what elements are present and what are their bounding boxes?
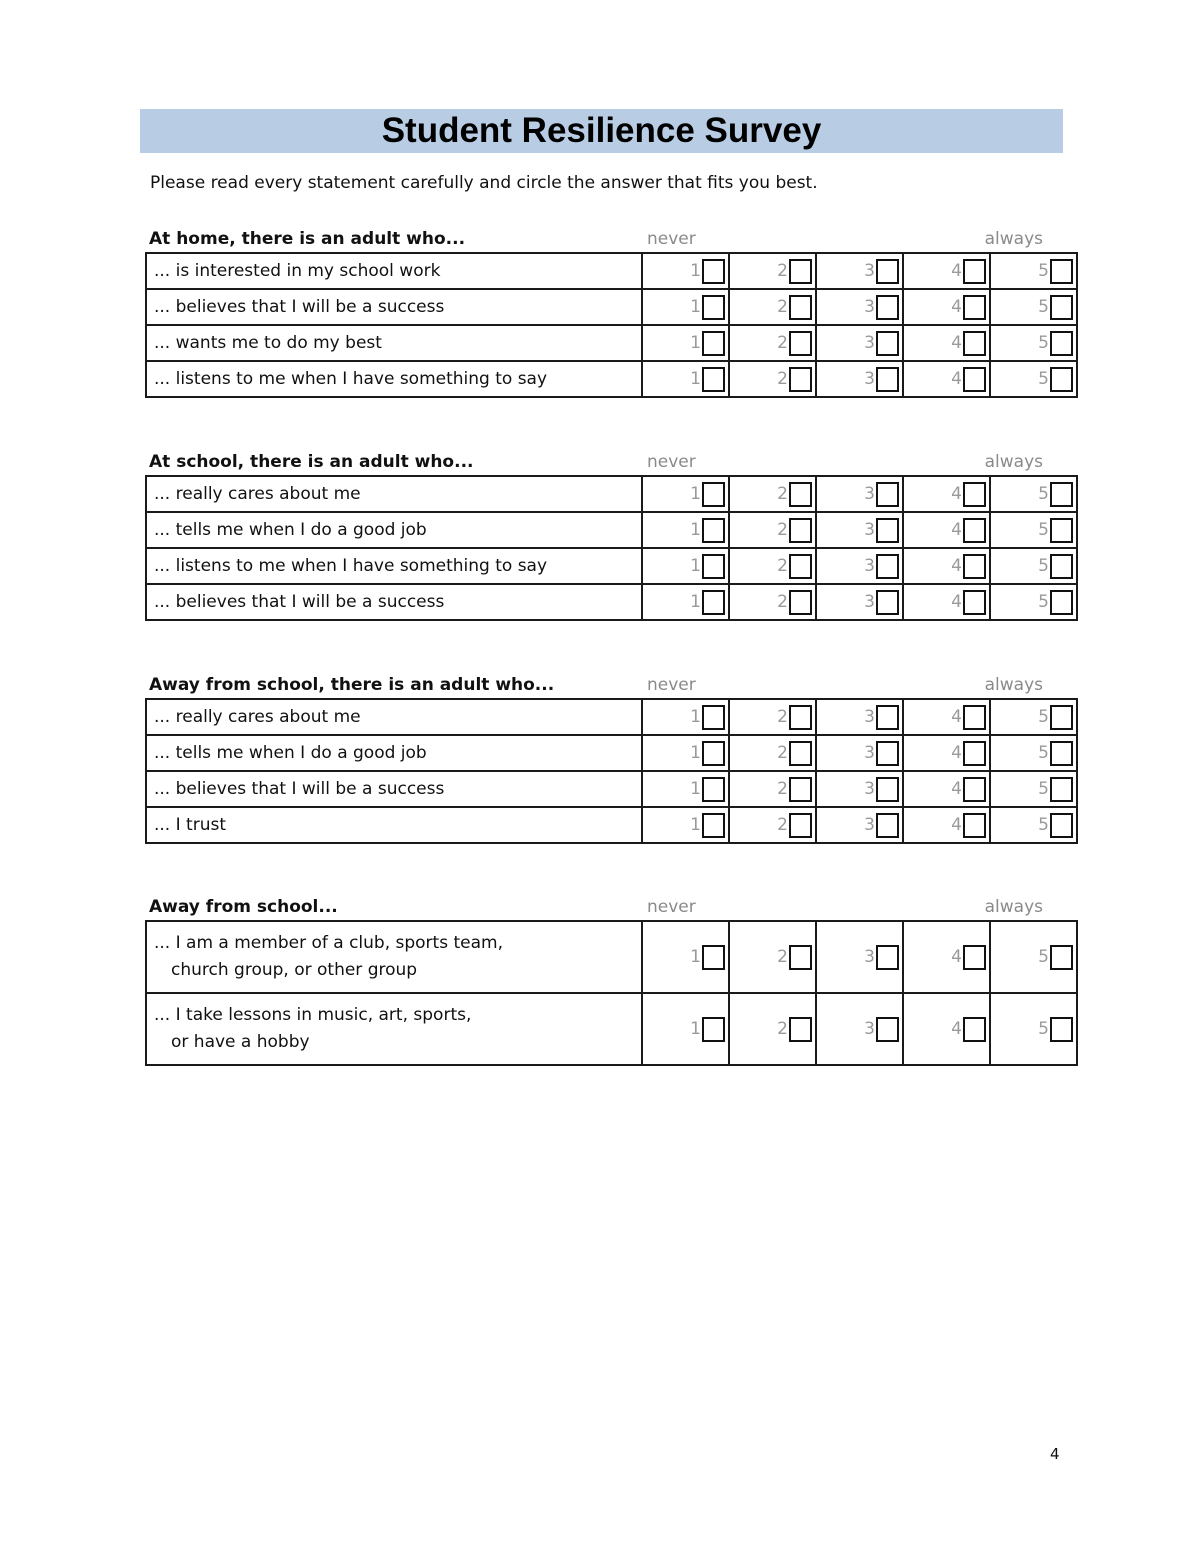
title-banner xyxy=(140,109,1063,153)
question-table xyxy=(145,920,1078,1066)
rating-checkbox[interactable] xyxy=(702,482,725,507)
rating-number: 5 xyxy=(1038,815,1049,835)
rating-checkbox[interactable] xyxy=(789,741,812,766)
question-line: ... believes that I will be a success xyxy=(154,296,445,317)
rating-option-3[interactable] xyxy=(816,584,903,620)
rating-number: 4 xyxy=(951,333,962,353)
rating-option-2[interactable] xyxy=(729,253,816,289)
rating-number: 2 xyxy=(777,556,788,576)
question-table xyxy=(145,475,1078,621)
question-line: ... wants me to do my best xyxy=(154,332,382,353)
rating-number: 3 xyxy=(864,484,875,504)
question-line: ... listens to me when I have something to say xyxy=(154,368,548,389)
rating-checkbox[interactable] xyxy=(876,590,899,615)
scale-high-label: always xyxy=(984,675,1043,695)
rating-number: 4 xyxy=(951,297,962,317)
question-line: ... is interested in my school work xyxy=(154,260,441,281)
rating-checkbox[interactable] xyxy=(963,741,986,766)
question-row xyxy=(146,735,1077,771)
survey-section xyxy=(145,672,1055,844)
rating-number: 4 xyxy=(951,261,962,281)
rating-checkbox[interactable] xyxy=(876,777,899,802)
question-line: ... listens to me when I have something to say xyxy=(154,555,548,576)
rating-number: 3 xyxy=(864,592,875,612)
rating-option-4[interactable] xyxy=(903,735,990,771)
rating-option-2[interactable] xyxy=(729,289,816,325)
rating-checkbox[interactable] xyxy=(876,331,899,356)
rating-number: 2 xyxy=(777,815,788,835)
rating-checkbox[interactable] xyxy=(876,705,899,730)
rating-option-5[interactable] xyxy=(990,771,1077,807)
rating-checkbox[interactable] xyxy=(876,741,899,766)
rating-number: 1 xyxy=(690,520,701,540)
rating-option-1[interactable] xyxy=(642,584,729,620)
instructions-text: Please read every statement carefully and circle the answer that fits you best. xyxy=(150,173,818,193)
scale-high-label: always xyxy=(984,452,1043,472)
rating-checkbox[interactable] xyxy=(963,590,986,615)
rating-checkbox[interactable] xyxy=(789,590,812,615)
rating-option-3[interactable] xyxy=(816,807,903,843)
rating-number: 1 xyxy=(690,484,701,504)
rating-checkbox[interactable] xyxy=(1050,705,1073,730)
rating-number: 5 xyxy=(1038,743,1049,763)
rating-checkbox[interactable] xyxy=(1050,1017,1073,1042)
rating-number: 2 xyxy=(777,1019,788,1039)
rating-number: 3 xyxy=(864,369,875,389)
rating-number: 5 xyxy=(1038,592,1049,612)
rating-option-5[interactable] xyxy=(990,993,1077,1065)
rating-checkbox[interactable] xyxy=(1050,777,1073,802)
rating-number: 3 xyxy=(864,779,875,799)
rating-checkbox[interactable] xyxy=(789,1017,812,1042)
rating-number: 3 xyxy=(864,556,875,576)
question-text xyxy=(146,548,642,584)
rating-checkbox[interactable] xyxy=(1050,482,1073,507)
rating-number: 2 xyxy=(777,369,788,389)
rating-checkbox[interactable] xyxy=(876,945,899,970)
rating-option-2[interactable] xyxy=(729,921,816,993)
rating-option-5[interactable] xyxy=(990,735,1077,771)
rating-number: 2 xyxy=(777,779,788,799)
question-text xyxy=(146,921,642,993)
rating-checkbox[interactable] xyxy=(876,367,899,392)
rating-number: 3 xyxy=(864,707,875,727)
rating-number: 3 xyxy=(864,520,875,540)
rating-option-3[interactable] xyxy=(816,699,903,735)
rating-checkbox[interactable] xyxy=(789,945,812,970)
rating-number: 2 xyxy=(777,297,788,317)
rating-number: 4 xyxy=(951,815,962,835)
question-table xyxy=(145,698,1078,844)
rating-checkbox[interactable] xyxy=(702,367,725,392)
rating-checkbox[interactable] xyxy=(876,554,899,579)
survey-section xyxy=(145,226,1055,398)
rating-option-3[interactable] xyxy=(816,735,903,771)
rating-option-5[interactable] xyxy=(990,807,1077,843)
rating-option-1[interactable] xyxy=(642,771,729,807)
rating-checkbox[interactable] xyxy=(876,295,899,320)
rating-checkbox[interactable] xyxy=(1050,259,1073,284)
rating-option-3[interactable] xyxy=(816,253,903,289)
rating-checkbox[interactable] xyxy=(789,367,812,392)
rating-number: 3 xyxy=(864,261,875,281)
rating-option-5[interactable] xyxy=(990,921,1077,993)
rating-checkbox[interactable] xyxy=(963,482,986,507)
question-row xyxy=(146,325,1077,361)
rating-option-3[interactable] xyxy=(816,289,903,325)
rating-checkbox[interactable] xyxy=(963,813,986,838)
rating-number: 3 xyxy=(864,815,875,835)
question-row xyxy=(146,361,1077,397)
rating-number: 2 xyxy=(777,484,788,504)
rating-number: 4 xyxy=(951,556,962,576)
rating-number: 1 xyxy=(690,333,701,353)
rating-number: 3 xyxy=(864,743,875,763)
rating-option-3[interactable] xyxy=(816,771,903,807)
question-line-continued: or have a hobby xyxy=(171,1032,310,1052)
rating-option-3[interactable] xyxy=(816,548,903,584)
question-text xyxy=(146,735,642,771)
rating-number: 5 xyxy=(1038,261,1049,281)
rating-option-4[interactable] xyxy=(903,476,990,512)
rating-option-1[interactable] xyxy=(642,699,729,735)
rating-option-5[interactable] xyxy=(990,361,1077,397)
question-text xyxy=(146,361,642,397)
question-row xyxy=(146,253,1077,289)
scale-low-label: never xyxy=(647,452,696,472)
rating-option-1[interactable] xyxy=(642,361,729,397)
rating-number: 4 xyxy=(951,947,962,967)
rating-checkbox[interactable] xyxy=(789,554,812,579)
rating-option-1[interactable] xyxy=(642,548,729,584)
rating-option-2[interactable] xyxy=(729,807,816,843)
rating-option-4[interactable] xyxy=(903,807,990,843)
question-text xyxy=(146,699,642,735)
rating-checkbox[interactable] xyxy=(963,1017,986,1042)
rating-option-1[interactable] xyxy=(642,253,729,289)
rating-option-5[interactable] xyxy=(990,548,1077,584)
rating-option-1[interactable] xyxy=(642,512,729,548)
question-row xyxy=(146,548,1077,584)
scale-high-label: always xyxy=(984,229,1043,249)
rating-checkbox[interactable] xyxy=(702,259,725,284)
rating-checkbox[interactable] xyxy=(702,590,725,615)
rating-option-4[interactable] xyxy=(903,771,990,807)
rating-checkbox[interactable] xyxy=(1050,295,1073,320)
rating-number: 1 xyxy=(690,743,701,763)
rating-number: 2 xyxy=(777,947,788,967)
question-text xyxy=(146,771,642,807)
rating-number: 1 xyxy=(690,297,701,317)
rating-checkbox[interactable] xyxy=(1050,741,1073,766)
rating-number: 5 xyxy=(1038,333,1049,353)
rating-checkbox[interactable] xyxy=(963,259,986,284)
rating-option-2[interactable] xyxy=(729,735,816,771)
question-row xyxy=(146,807,1077,843)
page-title: Student Resilience Survey xyxy=(381,111,822,150)
question-row xyxy=(146,771,1077,807)
question-row xyxy=(146,921,1077,993)
rating-option-2[interactable] xyxy=(729,584,816,620)
question-line: ... really cares about me xyxy=(154,483,361,504)
page-number: 4 xyxy=(1050,1445,1060,1463)
rating-checkbox[interactable] xyxy=(702,554,725,579)
rating-number: 4 xyxy=(951,1019,962,1039)
question-line: ... tells me when I do a good job xyxy=(154,742,427,763)
rating-option-4[interactable] xyxy=(903,512,990,548)
rating-option-2[interactable] xyxy=(729,548,816,584)
rating-number: 4 xyxy=(951,369,962,389)
rating-checkbox[interactable] xyxy=(1050,945,1073,970)
rating-checkbox[interactable] xyxy=(789,482,812,507)
rating-checkbox[interactable] xyxy=(702,945,725,970)
rating-checkbox[interactable] xyxy=(789,295,812,320)
question-row xyxy=(146,476,1077,512)
rating-checkbox[interactable] xyxy=(702,741,725,766)
rating-number: 3 xyxy=(864,297,875,317)
rating-option-4[interactable] xyxy=(903,289,990,325)
rating-number: 1 xyxy=(690,779,701,799)
rating-option-4[interactable] xyxy=(903,325,990,361)
question-table xyxy=(145,252,1078,398)
question-text xyxy=(146,807,642,843)
rating-number: 4 xyxy=(951,592,962,612)
rating-number: 1 xyxy=(690,707,701,727)
rating-number: 1 xyxy=(690,369,701,389)
rating-checkbox[interactable] xyxy=(876,813,899,838)
scale-low-label: never xyxy=(647,897,696,917)
rating-option-4[interactable] xyxy=(903,699,990,735)
rating-option-2[interactable] xyxy=(729,699,816,735)
question-text xyxy=(146,253,642,289)
section-heading: Away from school, there is an adult who... xyxy=(149,675,555,695)
rating-number: 2 xyxy=(777,592,788,612)
rating-option-5[interactable] xyxy=(990,289,1077,325)
rating-option-4[interactable] xyxy=(903,993,990,1065)
rating-option-2[interactable] xyxy=(729,325,816,361)
rating-number: 4 xyxy=(951,520,962,540)
rating-checkbox[interactable] xyxy=(876,259,899,284)
rating-option-4[interactable] xyxy=(903,361,990,397)
rating-number: 5 xyxy=(1038,484,1049,504)
rating-option-2[interactable] xyxy=(729,361,816,397)
question-row xyxy=(146,289,1077,325)
rating-checkbox[interactable] xyxy=(702,813,725,838)
rating-number: 4 xyxy=(951,484,962,504)
rating-number: 5 xyxy=(1038,369,1049,389)
rating-number: 3 xyxy=(864,1019,875,1039)
rating-number: 2 xyxy=(777,261,788,281)
rating-checkbox[interactable] xyxy=(1050,554,1073,579)
section-header xyxy=(145,226,1055,252)
rating-checkbox[interactable] xyxy=(963,367,986,392)
scale-low-label: never xyxy=(647,229,696,249)
question-line: ... tells me when I do a good job xyxy=(154,519,427,540)
question-line: ... I am a member of a club, sports team, xyxy=(154,933,503,953)
question-row xyxy=(146,584,1077,620)
section-header xyxy=(145,672,1055,698)
rating-number: 1 xyxy=(690,947,701,967)
rating-checkbox[interactable] xyxy=(963,295,986,320)
rating-option-4[interactable] xyxy=(903,253,990,289)
question-text xyxy=(146,289,642,325)
rating-number: 5 xyxy=(1038,779,1049,799)
rating-checkbox[interactable] xyxy=(1050,518,1073,543)
question-text xyxy=(146,325,642,361)
rating-number: 3 xyxy=(864,333,875,353)
rating-checkbox[interactable] xyxy=(1050,813,1073,838)
rating-option-5[interactable] xyxy=(990,253,1077,289)
rating-checkbox[interactable] xyxy=(1050,367,1073,392)
rating-checkbox[interactable] xyxy=(876,518,899,543)
rating-checkbox[interactable] xyxy=(789,259,812,284)
rating-number: 1 xyxy=(690,556,701,576)
rating-checkbox[interactable] xyxy=(1050,590,1073,615)
rating-option-1[interactable] xyxy=(642,807,729,843)
rating-option-3[interactable] xyxy=(816,512,903,548)
rating-checkbox[interactable] xyxy=(963,945,986,970)
question-line: ... believes that I will be a success xyxy=(154,591,445,612)
rating-option-3[interactable] xyxy=(816,993,903,1065)
scale-high-label: always xyxy=(984,897,1043,917)
scale-low-label: never xyxy=(647,675,696,695)
rating-checkbox[interactable] xyxy=(963,518,986,543)
section-header xyxy=(145,894,1055,920)
question-text xyxy=(146,476,642,512)
rating-option-2[interactable] xyxy=(729,771,816,807)
rating-option-5[interactable] xyxy=(990,476,1077,512)
rating-option-4[interactable] xyxy=(903,584,990,620)
rating-checkbox[interactable] xyxy=(702,518,725,543)
rating-option-2[interactable] xyxy=(729,476,816,512)
rating-option-4[interactable] xyxy=(903,921,990,993)
rating-checkbox[interactable] xyxy=(963,777,986,802)
rating-checkbox[interactable] xyxy=(702,331,725,356)
rating-checkbox[interactable] xyxy=(789,518,812,543)
rating-option-3[interactable] xyxy=(816,921,903,993)
rating-checkbox[interactable] xyxy=(702,777,725,802)
question-text xyxy=(146,584,642,620)
section-heading: At home, there is an adult who... xyxy=(149,229,466,249)
section-heading: At school, there is an adult who... xyxy=(149,452,474,472)
rating-checkbox[interactable] xyxy=(789,813,812,838)
question-text xyxy=(146,512,642,548)
rating-number: 1 xyxy=(690,592,701,612)
rating-checkbox[interactable] xyxy=(789,331,812,356)
rating-number: 2 xyxy=(777,707,788,727)
rating-checkbox[interactable] xyxy=(963,331,986,356)
rating-option-1[interactable] xyxy=(642,735,729,771)
rating-option-1[interactable] xyxy=(642,325,729,361)
rating-number: 1 xyxy=(690,1019,701,1039)
rating-option-1[interactable] xyxy=(642,921,729,993)
question-row xyxy=(146,993,1077,1065)
rating-number: 5 xyxy=(1038,707,1049,727)
survey-section xyxy=(145,449,1055,621)
rating-option-1[interactable] xyxy=(642,476,729,512)
rating-option-1[interactable] xyxy=(642,289,729,325)
survey-section xyxy=(145,894,1055,1066)
rating-number: 5 xyxy=(1038,297,1049,317)
rating-option-2[interactable] xyxy=(729,993,816,1065)
rating-option-1[interactable] xyxy=(642,993,729,1065)
rating-option-5[interactable] xyxy=(990,325,1077,361)
question-line: ... really cares about me xyxy=(154,706,361,727)
question-line: ... I take lessons in music, art, sports, xyxy=(154,1005,472,1025)
rating-checkbox[interactable] xyxy=(702,1017,725,1042)
rating-number: 5 xyxy=(1038,1019,1049,1039)
question-line: ... I trust xyxy=(154,814,226,835)
rating-checkbox[interactable] xyxy=(789,777,812,802)
rating-option-5[interactable] xyxy=(990,584,1077,620)
rating-option-3[interactable] xyxy=(816,361,903,397)
rating-number: 1 xyxy=(690,815,701,835)
rating-checkbox[interactable] xyxy=(963,554,986,579)
rating-checkbox[interactable] xyxy=(1050,331,1073,356)
question-line: ... believes that I will be a success xyxy=(154,778,445,799)
rating-number: 2 xyxy=(777,520,788,540)
rating-checkbox[interactable] xyxy=(702,295,725,320)
rating-number: 3 xyxy=(864,947,875,967)
rating-option-3[interactable] xyxy=(816,325,903,361)
rating-number: 2 xyxy=(777,743,788,763)
section-heading: Away from school... xyxy=(149,897,338,917)
question-row xyxy=(146,512,1077,548)
rating-option-5[interactable] xyxy=(990,699,1077,735)
question-text xyxy=(146,993,642,1065)
rating-number: 5 xyxy=(1038,520,1049,540)
rating-number: 2 xyxy=(777,333,788,353)
rating-option-2[interactable] xyxy=(729,512,816,548)
rating-checkbox[interactable] xyxy=(876,1017,899,1042)
rating-option-5[interactable] xyxy=(990,512,1077,548)
rating-option-3[interactable] xyxy=(816,476,903,512)
rating-number: 5 xyxy=(1038,556,1049,576)
rating-checkbox[interactable] xyxy=(702,705,725,730)
section-header xyxy=(145,449,1055,475)
rating-number: 4 xyxy=(951,779,962,799)
rating-number: 5 xyxy=(1038,947,1049,967)
question-line-continued: church group, or other group xyxy=(171,960,418,980)
rating-number: 4 xyxy=(951,707,962,727)
rating-number: 1 xyxy=(690,261,701,281)
rating-checkbox[interactable] xyxy=(963,705,986,730)
rating-checkbox[interactable] xyxy=(876,482,899,507)
rating-checkbox[interactable] xyxy=(789,705,812,730)
rating-number: 4 xyxy=(951,743,962,763)
question-row xyxy=(146,699,1077,735)
rating-option-4[interactable] xyxy=(903,548,990,584)
